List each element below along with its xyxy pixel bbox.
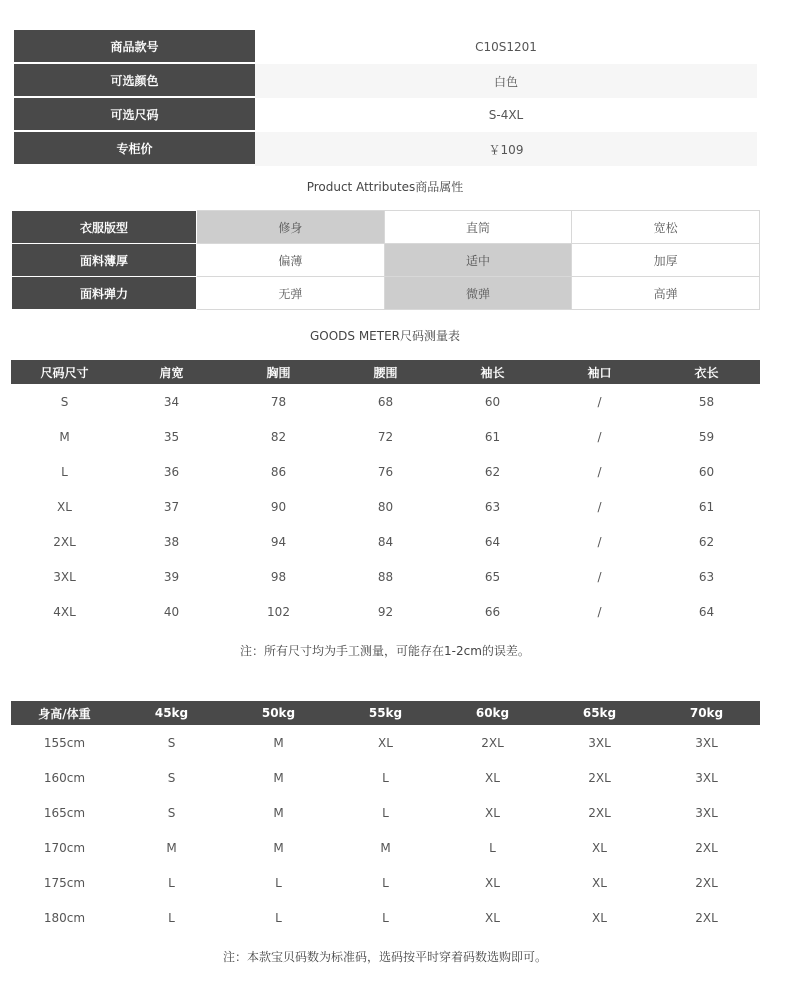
table-cell: 80 [377, 499, 394, 514]
table-cell: 2XL [588, 805, 611, 820]
table-cell: 2XL [588, 770, 611, 785]
column-header: 45kg [118, 701, 225, 725]
table-cell: 60 [698, 464, 715, 479]
table-cell: XL [485, 910, 500, 925]
attribute-label: 面料薄厚 [12, 244, 197, 277]
table-cell: 98 [270, 569, 287, 584]
table-cell: 39 [163, 569, 180, 584]
info-label: 商品款号 [14, 30, 255, 64]
info-row-style-number [14, 30, 757, 64]
table-cell: XL [485, 805, 500, 820]
table-cell: / [597, 499, 602, 514]
table-cell: 59 [698, 429, 715, 444]
info-value: C10S1201 [475, 40, 537, 54]
table-row [11, 384, 760, 419]
table-cell: 3XL [695, 770, 718, 785]
info-value: ￥109 [255, 132, 757, 166]
column-header: 50kg [225, 701, 332, 725]
attribute-option: 加厚 [572, 244, 760, 277]
table-cell: 64 [484, 534, 501, 549]
attribute-row [12, 244, 760, 277]
info-row-size [14, 98, 757, 132]
table-cell: XL [485, 875, 500, 890]
table-cell: L [382, 770, 389, 785]
table-cell: XL [485, 770, 500, 785]
table-cell: 68 [377, 394, 394, 409]
table-cell: 86 [270, 464, 287, 479]
table-cell: 36 [163, 464, 180, 479]
product-info-table [14, 30, 757, 166]
column-header: 70kg [653, 701, 760, 725]
attribute-row [12, 211, 760, 244]
table-cell: 3XL [695, 805, 718, 820]
table-cell: 76 [377, 464, 394, 479]
table-cell: 3XL [588, 735, 611, 750]
column-header: 衣长 [653, 360, 760, 384]
column-header: 55kg [332, 701, 439, 725]
column-header: 袖口 [546, 360, 653, 384]
table-cell: / [597, 429, 602, 444]
table-cell: / [597, 534, 602, 549]
table-cell: 61 [484, 429, 501, 444]
table-cell: 40 [163, 604, 180, 619]
table-cell: 180cm [43, 910, 86, 925]
table-cell: 2XL [53, 534, 76, 549]
table-cell: M [166, 840, 177, 855]
table-cell: 88 [377, 569, 394, 584]
table-cell: 61 [698, 499, 715, 514]
attributes-table [11, 210, 760, 310]
column-header: 尺码尺寸 [11, 360, 118, 384]
table-cell: M [273, 840, 284, 855]
table-cell: L [168, 875, 175, 890]
table-cell: L [382, 805, 389, 820]
table-cell: 63 [484, 499, 501, 514]
info-label: 可选尺码 [14, 98, 255, 132]
attribute-option: 适中 [384, 244, 572, 277]
measurement-table [11, 360, 760, 629]
table-cell: M [59, 429, 70, 444]
attribute-option: 偏薄 [197, 244, 385, 277]
table-cell: / [597, 569, 602, 584]
table-row [11, 594, 760, 629]
table-cell: 60 [484, 394, 501, 409]
table-cell: 170cm [43, 840, 86, 855]
table-cell: 58 [698, 394, 715, 409]
table-cell: 63 [698, 569, 715, 584]
column-header: 腰围 [332, 360, 439, 384]
table-cell: M [273, 805, 284, 820]
table-cell: L [275, 875, 282, 890]
table-cell: 92 [377, 604, 394, 619]
table-cell: S [60, 394, 69, 409]
table-row [11, 725, 760, 760]
attribute-label: 衣服版型 [12, 211, 197, 244]
table-cell: L [382, 875, 389, 890]
table-cell: 175cm [43, 875, 86, 890]
table-cell: S [167, 805, 176, 820]
table-cell: 62 [484, 464, 501, 479]
table-cell: 94 [270, 534, 287, 549]
table-cell: 2XL [695, 875, 718, 890]
column-header: 袖长 [439, 360, 546, 384]
table-cell: 155cm [43, 735, 86, 750]
table-row [11, 795, 760, 830]
table-cell: 3XL [695, 735, 718, 750]
table-cell: 84 [377, 534, 394, 549]
attribute-option: 宽松 [572, 211, 760, 244]
measurement-note: 注：所有尺寸均为手工测量，可能存在1-2cm的误差。 [240, 644, 530, 658]
attributes-title: Product Attributes商品属性 [306, 180, 464, 194]
table-cell: 2XL [695, 910, 718, 925]
table-cell: 64 [698, 604, 715, 619]
table-row [11, 524, 760, 559]
table-cell: S [167, 770, 176, 785]
attribute-label: 面料弹力 [12, 277, 197, 310]
table-cell: S [167, 735, 176, 750]
column-header: 肩宽 [118, 360, 225, 384]
info-row-color [14, 64, 757, 98]
table-cell: / [597, 394, 602, 409]
table-row [11, 419, 760, 454]
table-cell: 165cm [43, 805, 86, 820]
attribute-option: 高弹 [572, 277, 760, 310]
table-row [11, 865, 760, 900]
table-cell: XL [57, 499, 72, 514]
table-cell: 90 [270, 499, 287, 514]
table-cell: / [597, 604, 602, 619]
table-row [11, 559, 760, 594]
table-cell: M [273, 770, 284, 785]
table-row [11, 454, 760, 489]
column-header: 60kg [439, 701, 546, 725]
table-cell: 66 [484, 604, 501, 619]
table-cell: 34 [163, 394, 180, 409]
table-row [11, 830, 760, 865]
table-cell: L [275, 910, 282, 925]
attribute-option: 微弹 [384, 277, 572, 310]
table-cell: XL [592, 875, 607, 890]
table-row [11, 760, 760, 795]
table-row [11, 900, 760, 935]
table-cell: M [380, 840, 391, 855]
column-header: 65kg [546, 701, 653, 725]
measurements-title: GOODS METER尺码测量表 [309, 329, 461, 343]
table-cell: 82 [270, 429, 287, 444]
table-cell: 102 [267, 604, 290, 619]
table-cell: L [382, 910, 389, 925]
table-cell: 35 [163, 429, 180, 444]
table-cell: 4XL [53, 604, 76, 619]
info-label: 专柜价 [14, 132, 255, 166]
table-cell: 160cm [43, 770, 86, 785]
table-cell: L [489, 840, 496, 855]
column-header: 身高/体重 [11, 701, 118, 725]
attribute-option: 无弹 [197, 277, 385, 310]
table-cell: XL [378, 735, 393, 750]
table-cell: M [273, 735, 284, 750]
table-cell: 78 [270, 394, 287, 409]
attribute-option: 修身 [197, 211, 385, 244]
table-cell: 2XL [481, 735, 504, 750]
table-cell: 3XL [53, 569, 76, 584]
info-value: 白色 [255, 64, 757, 98]
table-cell: L [168, 910, 175, 925]
table-cell: 2XL [695, 840, 718, 855]
size-guide-table [11, 701, 760, 935]
table-cell: XL [592, 910, 607, 925]
table-cell: 37 [163, 499, 180, 514]
table-cell: 72 [377, 429, 394, 444]
size-guide-note: 注：本款宝贝码数为标准码，选码按平时穿着码数选购即可。 [222, 950, 547, 964]
attribute-option: 直筒 [384, 211, 572, 244]
attribute-row [12, 277, 760, 310]
table-cell: / [597, 464, 602, 479]
info-row-price [14, 132, 757, 166]
table-row [11, 489, 760, 524]
table-cell: 62 [698, 534, 715, 549]
table-cell: L [61, 464, 68, 479]
column-header: 胸围 [225, 360, 332, 384]
table-cell: XL [592, 840, 607, 855]
table-cell: 65 [484, 569, 501, 584]
info-label: 可选颜色 [14, 64, 255, 98]
info-value: S-4XL [488, 108, 524, 122]
table-cell: 38 [163, 534, 180, 549]
